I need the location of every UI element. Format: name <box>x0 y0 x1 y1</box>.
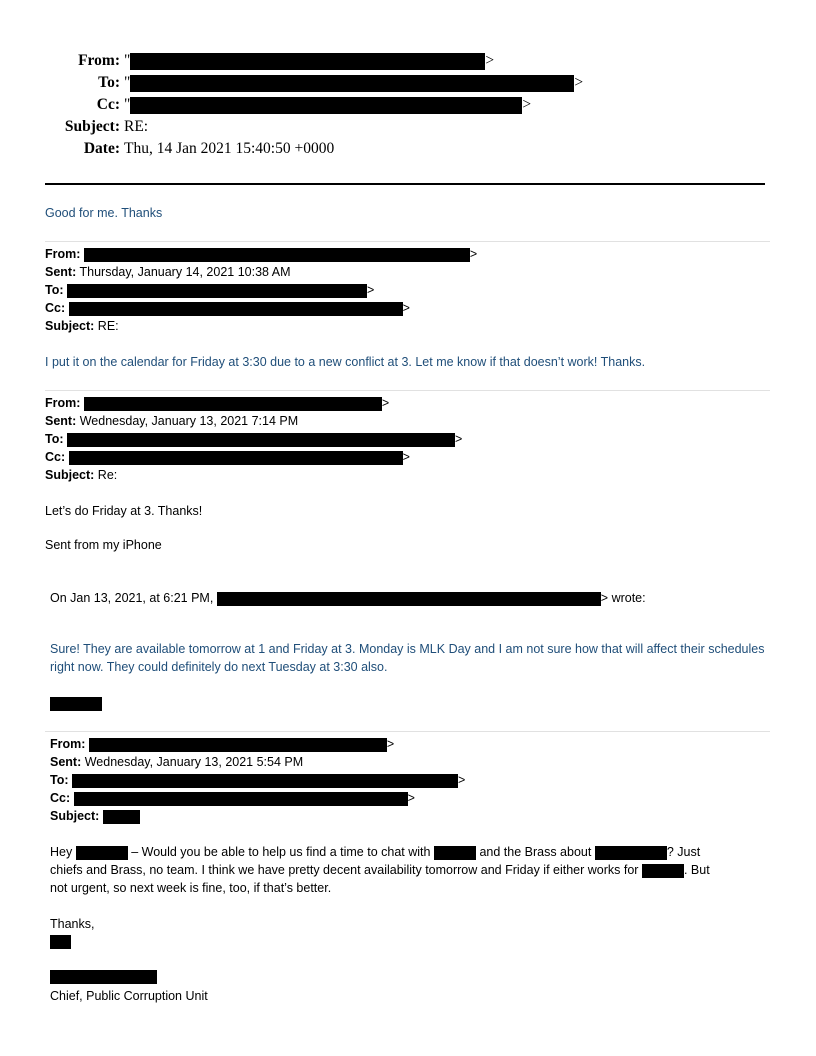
quote-on-prefix: On Jan 13, 2021, at 6:21 PM, <box>50 591 214 605</box>
msg2-from-row <box>45 245 477 263</box>
msg4-sent-label: Sent: <box>50 755 82 769</box>
header-from-row <box>0 52 700 74</box>
header-date-value: Thu, 14 Jan 2021 15:40:50 +0000 <box>124 140 335 157</box>
redaction-block <box>89 738 387 752</box>
msg2-cc-gt: > <box>402 301 410 315</box>
msg3-subject-label: Subject: <box>45 468 95 482</box>
msg2-cc-label: Cc: <box>45 301 66 315</box>
msg4-cc-gt: > <box>407 791 415 805</box>
msg3-cc-row <box>45 448 410 466</box>
redaction-block <box>76 846 128 860</box>
msg4-thanks: Thanks, <box>50 917 95 931</box>
msg3-from-label: From: <box>45 396 81 410</box>
redaction-block <box>130 75 574 92</box>
msg3-body: Let’s do Friday at 3. Thanks! <box>45 504 203 518</box>
redaction-block <box>74 792 408 806</box>
msg4-body-line3: not urgent, so next week is fine, too, if that’s better. <box>50 881 332 895</box>
msg3-sent-label: Sent: <box>45 414 77 428</box>
redaction-block <box>130 53 485 70</box>
message-divider <box>45 241 770 242</box>
msg4-body-line1 <box>50 843 700 861</box>
msg2-from-label: From: <box>45 247 81 261</box>
quote-body: Sure! They are available tomorrow at 1 and Friday at 3. Monday is MLK Day and I am not sure how that will affect their schedules right now. They could definitely do next Tuesday at 3:30 also. <box>50 642 765 674</box>
msg4-subject-label: Subject: <box>50 809 100 823</box>
msg3-to-gt: > <box>455 432 463 446</box>
msg3-signature: Sent from my iPhone <box>45 538 162 552</box>
redaction-block <box>642 864 684 878</box>
redaction-block <box>434 846 476 860</box>
msg4-from-label: From: <box>50 737 86 751</box>
msg4-body-line2a: chiefs and Brass, no team. I think we have pretty decent availability tomorrow and Friday if either works for <box>50 863 639 877</box>
msg4-signer-initials-redaction <box>50 935 71 949</box>
redaction-block <box>595 846 667 860</box>
msg2-sent-row <box>45 263 291 281</box>
redaction-block <box>84 248 470 262</box>
msg2-sent-label: Sent: <box>45 265 77 279</box>
redaction-block <box>217 592 601 606</box>
quote-attribution <box>50 589 646 607</box>
redaction-block <box>84 397 382 411</box>
header-cc-gt: > <box>522 96 532 113</box>
redaction-block <box>69 451 403 465</box>
msg4-body-line2 <box>50 861 710 879</box>
msg3-sent-row <box>45 412 298 430</box>
msg4-subject-row <box>50 807 140 825</box>
msg2-subject-value: RE: <box>97 319 119 333</box>
header-to-quote: " <box>124 74 131 91</box>
redaction-block <box>67 433 455 447</box>
message-divider <box>45 390 770 391</box>
msg4-body-line2b: . But <box>683 863 710 877</box>
msg3-to-row <box>45 430 462 448</box>
quote-wrote-suffix: > wrote: <box>600 591 646 605</box>
header-cc-label: Cc: <box>96 96 120 113</box>
msg2-to-row <box>45 281 374 299</box>
msg4-to-gt: > <box>458 773 466 787</box>
header-date-row <box>0 140 700 162</box>
msg3-cc-gt: > <box>402 450 410 464</box>
msg2-cc-row <box>45 299 410 317</box>
header-to-gt: > <box>574 74 584 91</box>
msg4-from-gt: > <box>386 737 395 751</box>
msg3-to-label: To: <box>45 432 64 446</box>
msg4-cc-label: Cc: <box>50 791 71 805</box>
msg2-from-gt: > <box>469 247 478 261</box>
header-subject-value: RE: <box>124 118 149 135</box>
message-divider <box>45 731 770 732</box>
msg4-signer-name-redaction <box>50 970 157 984</box>
header-subject-row <box>0 118 700 140</box>
msg3-subject-value: Re: <box>97 468 118 482</box>
msg4-signer-title: Chief, Public Corruption Unit <box>50 989 208 1003</box>
msg2-to-label: To: <box>45 283 64 297</box>
header-from-quote: " <box>124 52 131 69</box>
msg4-body-part1: Hey <box>50 845 73 859</box>
header-to-label: To: <box>98 74 120 91</box>
msg3-cc-label: Cc: <box>45 450 66 464</box>
msg4-to-row <box>50 771 465 789</box>
header-cc-row <box>0 96 700 118</box>
msg3-subject-row <box>45 466 117 484</box>
msg4-to-label: To: <box>50 773 69 787</box>
msg3-sent-value: Wednesday, January 13, 2021 7:14 PM <box>79 414 299 428</box>
msg4-sent-row <box>50 753 303 771</box>
header-cc-quote: " <box>124 96 131 113</box>
redaction-block <box>67 284 367 298</box>
msg4-cc-row <box>50 789 415 807</box>
msg4-body-part4: ? Just <box>666 845 701 859</box>
redaction-block <box>72 774 458 788</box>
msg2-subject-row <box>45 317 119 335</box>
header-to-row <box>0 74 700 96</box>
msg4-body-part2: – Would you be able to help us find a time to chat with <box>131 845 431 859</box>
header-from-label: From: <box>78 52 120 69</box>
header-from-gt: > <box>485 52 495 69</box>
quote-signature-redaction <box>50 697 102 711</box>
reply1-body: Good for me. Thanks <box>45 206 163 220</box>
header-divider <box>45 183 765 185</box>
msg2-body: I put it on the calendar for Friday at 3:30 due to a new conflict at 3. Let me know if that doesn’t work! Thanks. <box>45 355 646 369</box>
msg2-sent-value: Thursday, January 14, 2021 10:38 AM <box>79 265 291 279</box>
msg4-from-row <box>50 735 394 753</box>
redaction-block <box>103 810 140 824</box>
header-date-label: Date: <box>83 140 120 157</box>
msg4-sent-value: Wednesday, January 13, 2021 5:54 PM <box>84 755 304 769</box>
header-subject-label: Subject: <box>64 118 120 135</box>
msg2-subject-label: Subject: <box>45 319 95 333</box>
msg3-from-gt: > <box>381 396 390 410</box>
msg3-from-row <box>45 394 389 412</box>
redaction-block <box>69 302 403 316</box>
redaction-block <box>130 97 522 114</box>
msg4-body-part3: and the Brass about <box>479 845 592 859</box>
msg2-to-gt: > <box>367 283 375 297</box>
